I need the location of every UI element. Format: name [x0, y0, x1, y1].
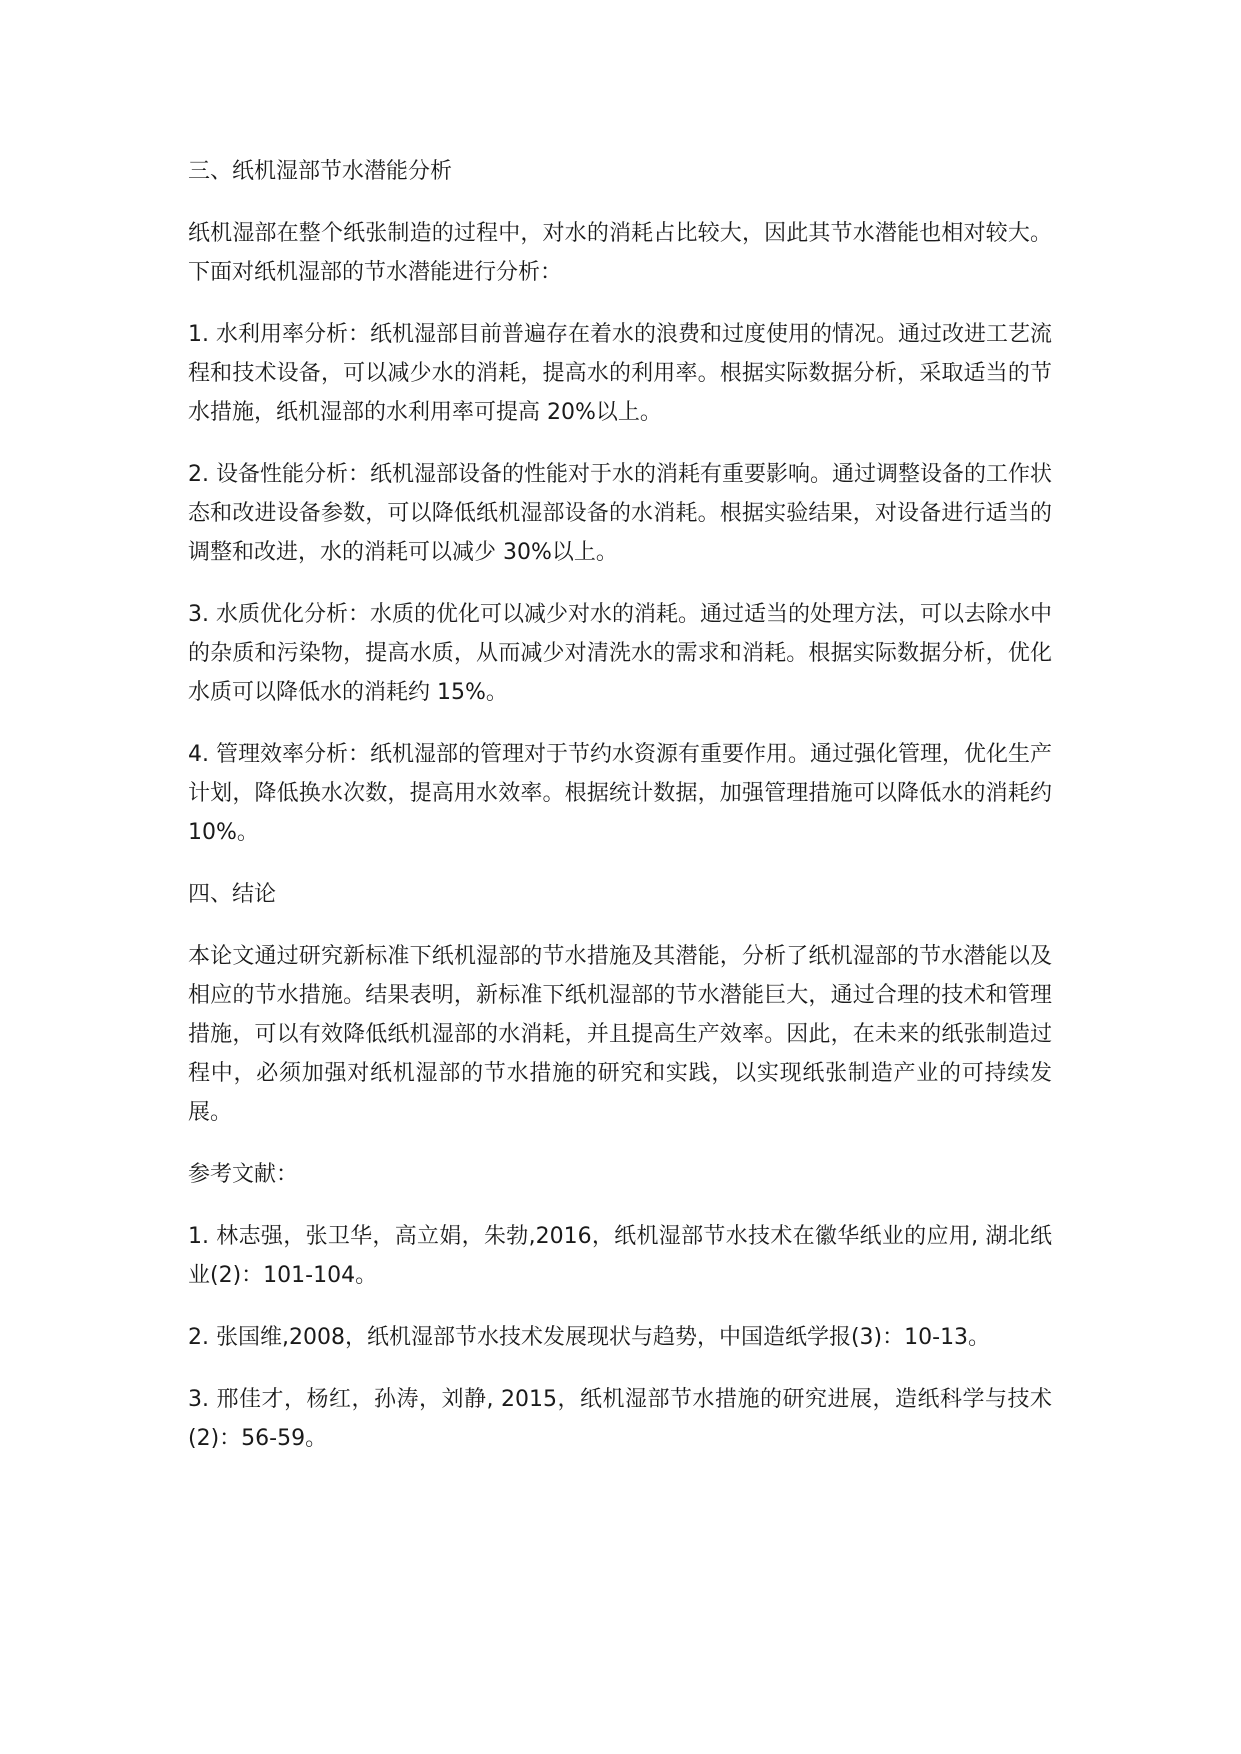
- reference-item: 1. 林志强，张卫华，高立娟，朱勃,2016，纸机湿部节水技术在徽华纸业的应用, 湖北纸业(2)：101-104。: [188, 1224, 1052, 1288]
- analysis-item-water-utilization: 1. 水利用率分析：纸机湿部目前普遍存在着水的浪费和过度使用的情况。通过改进工艺流程和技术设备，可以减少水的消耗，提高水的利用率。根据实际数据分析，采取适当的节水措施，纸机湿部的水利用率可提高 20%以上。: [188, 322, 1052, 425]
- analysis-item-water-quality: 3. 水质优化分析：水质的优化可以减少对水的消耗。通过适当的处理方法，可以去除水中的杂质和污染物，提高水质，从而减少对清洗水的需求和消耗。根据实际数据分析，优化水质可以降低水的消耗约 15%。: [188, 602, 1052, 705]
- section-4-heading: 四、结论: [188, 882, 277, 907]
- reference-item: 2. 张国维,2008，纸机湿部节水技术发展现状与趋势，中国造纸学报(3)：10-13。: [188, 1325, 991, 1350]
- analysis-item-management-efficiency: 4. 管理效率分析：纸机湿部的管理对于节约水资源有重要作用。通过强化管理，优化生产计划，降低换水次数，提高用水效率。根据统计数据，加强管理措施可以降低水的消耗约 10%。: [188, 742, 1052, 845]
- conclusion-paragraph: 本论文通过研究新标准下纸机湿部的节水措施及其潜能，分析了纸机湿部的节水潜能以及相应的节水措施。结果表明，新标准下纸机湿部的节水潜能巨大，通过合理的技术和管理措施，可以有效降低纸机湿部的水消耗，并且提高生产效率。因此，在未来的纸张制造过程中，必须加强对纸机湿部的节水措施的研究和实践，以实现纸张制造产业的可持续发展。: [188, 944, 1052, 1125]
- section-3-heading: 三、纸机湿部节水潜能分析: [188, 159, 453, 184]
- document-page: [188, 152, 1052, 1481]
- reference-item: 3. 邢佳才，杨红，孙涛，刘静, 2015，纸机湿部节水措施的研究进展，造纸科学与技术(2)：56-59。: [188, 1387, 1052, 1451]
- section-3-intro: 纸机湿部在整个纸张制造的过程中，对水的消耗占比较大，因此其节水潜能也相对较大。下面对纸机湿部的节水潜能进行分析：: [188, 221, 1052, 285]
- references-heading: 参考文献：: [188, 1162, 299, 1187]
- analysis-item-equipment-performance: 2. 设备性能分析：纸机湿部设备的性能对于水的消耗有重要影响。通过调整设备的工作状态和改进设备参数，可以降低纸机湿部设备的水消耗。根据实验结果，对设备进行适当的调整和改进，水的消耗可以减少 30%以上。: [188, 462, 1052, 565]
